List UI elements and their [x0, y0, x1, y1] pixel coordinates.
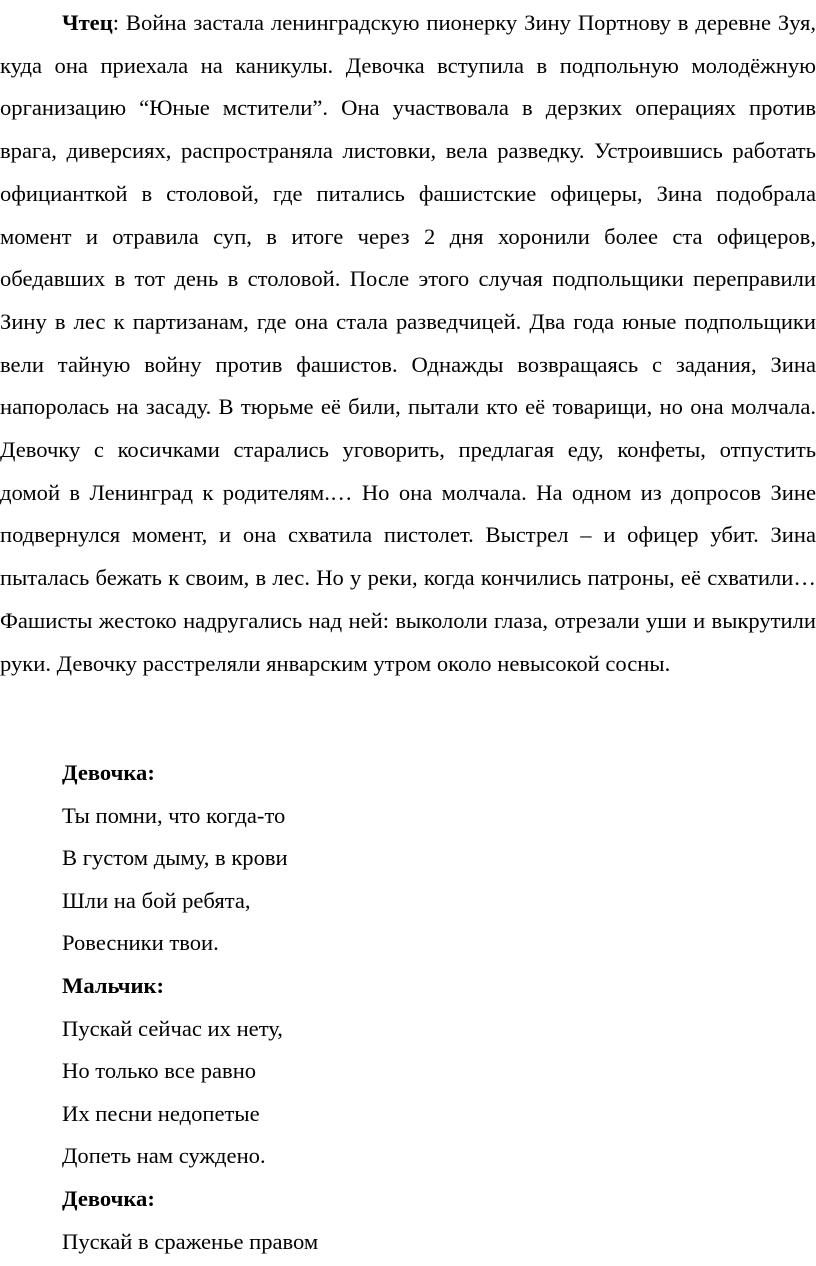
- intro-paragraph: [0, 2, 816, 685]
- verse-line: Ровесники твои.: [62, 930, 219, 956]
- speaker-separator: :: [112, 10, 120, 35]
- poem: [62, 752, 802, 1263]
- verse-line: Пускай сейчас их нету,: [62, 1015, 283, 1041]
- verse-line: В густом дыму, в крови: [62, 845, 288, 871]
- verse-line: Но только все равно: [62, 1058, 257, 1084]
- intro-text: Война застала ленинградскую пионерку Зину Портнову в деревне Зуя, куда она приехала на каникулы. Девочка вступила в подпольную молодёжную организацию “Юные мстители”. Она участвовала в дерзких операциях против врага, диверсиях, распространяла листовки, вела разведку. Устроившись работать официанткой в столовой, где питались фашистские офицеры, Зина подобрала момент и отравила суп, в итоге через 2 дня хоронили более ста офицеров, обедавших в тот день в столовой. После этого случая подпольщики переправили Зину в лес к партизанам, где она стала разведчицей. Два года юные подпольщики вели тайную войну против фашистов. Однажды возвращаясь с задания, Зина напоролась на засаду. В тюрьме её били, пытали кто её товарищи, но она молчала. Девочку с косичками старались уговорить, предлагая еду, конфеты, отпустить домой в Ленинград к родителям.… Но она молчала. На одном из допросов Зине подвернулся момент, и она схватила пистолет. Выстрел – и офицер убит. Зина пыталась бежать к своим, в лес. Но у реки, когда кончились патроны, её схватили… Фашисты жестоко надругались над ней: выкололи глаза, отрезали уши и выкрутили руки. Девочку расстреляли январским утром около невысокой сосны.: [0, 10, 816, 676]
- role-label: Мальчик:: [62, 972, 165, 998]
- verse-line: Допеть нам суждено.: [62, 1143, 266, 1169]
- verse-line: Шли на бой ребята,: [62, 887, 251, 913]
- verse-line: Их песни недопетые: [62, 1100, 260, 1126]
- verse-line: Ты помни, что когда-то: [62, 802, 286, 828]
- verse-line: Пускай в сраженье правом: [62, 1228, 319, 1254]
- speaker-label: Чтец: [62, 10, 113, 35]
- role-label: Девочка:: [62, 1185, 155, 1211]
- role-label: Девочка:: [62, 760, 155, 785]
